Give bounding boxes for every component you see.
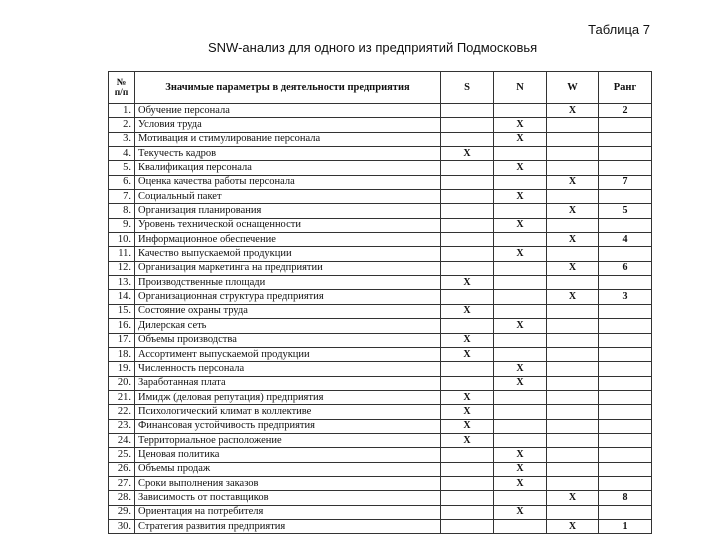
table-row [109, 290, 652, 304]
row-rank [599, 118, 652, 132]
row-n-mark: X [494, 190, 547, 204]
row-s-mark [441, 462, 494, 476]
row-number: 18. [109, 347, 135, 361]
header-rank: Ранг [599, 72, 652, 104]
row-parameter: Психологический климат в коллективе [135, 405, 441, 419]
row-number: 12. [109, 261, 135, 275]
row-w-mark [547, 132, 599, 146]
row-parameter: Ассортимент выпускаемой продукции [135, 347, 441, 361]
table-row [109, 218, 652, 232]
table-row [109, 104, 652, 118]
row-w-mark: X [547, 519, 599, 533]
row-rank: 2 [599, 104, 652, 118]
row-number: 16. [109, 319, 135, 333]
table-row [109, 247, 652, 261]
row-parameter: Оценка качества работы персонала [135, 175, 441, 189]
header-s: S [441, 72, 494, 104]
row-n-mark [494, 347, 547, 361]
table-row [109, 390, 652, 404]
row-number: 24. [109, 433, 135, 447]
row-rank [599, 362, 652, 376]
row-s-mark [441, 290, 494, 304]
row-s-mark: X [441, 390, 494, 404]
row-parameter: Социальный пакет [135, 190, 441, 204]
row-n-mark [494, 333, 547, 347]
table-row [109, 333, 652, 347]
row-rank [599, 462, 652, 476]
table-row [109, 190, 652, 204]
row-number: 7. [109, 190, 135, 204]
table-row [109, 505, 652, 519]
row-rank [599, 347, 652, 361]
row-s-mark: X [441, 405, 494, 419]
header-number-line2: п/п [114, 87, 129, 98]
table-row [109, 276, 652, 290]
row-s-mark [441, 448, 494, 462]
row-parameter: Квалификация персонала [135, 161, 441, 175]
row-parameter: Зависимость от поставщиков [135, 491, 441, 505]
row-s-mark [441, 233, 494, 247]
row-w-mark [547, 376, 599, 390]
row-parameter: Заработанная плата [135, 376, 441, 390]
row-rank [599, 476, 652, 490]
table-row [109, 161, 652, 175]
row-w-mark [547, 347, 599, 361]
table-row [109, 462, 652, 476]
row-n-mark [494, 261, 547, 275]
header-w: W [547, 72, 599, 104]
row-parameter: Уровень технической оснащенности [135, 218, 441, 232]
row-n-mark: X [494, 462, 547, 476]
table-row [109, 347, 652, 361]
row-number: 14. [109, 290, 135, 304]
row-s-mark [441, 491, 494, 505]
row-rank [599, 376, 652, 390]
row-rank [599, 333, 652, 347]
row-w-mark [547, 476, 599, 490]
row-w-mark [547, 304, 599, 318]
row-n-mark: X [494, 132, 547, 146]
row-n-mark: X [494, 218, 547, 232]
row-parameter: Качество выпускаемой продукции [135, 247, 441, 261]
row-number: 2. [109, 118, 135, 132]
row-number: 26. [109, 462, 135, 476]
row-s-mark [441, 505, 494, 519]
row-parameter: Имидж (деловая репутация) предприятия [135, 390, 441, 404]
header-n: N [494, 72, 547, 104]
row-n-mark [494, 204, 547, 218]
row-n-mark: X [494, 448, 547, 462]
row-s-mark [441, 319, 494, 333]
header-number [109, 72, 135, 104]
row-s-mark [441, 118, 494, 132]
row-s-mark [441, 362, 494, 376]
table-row [109, 175, 652, 189]
row-w-mark [547, 362, 599, 376]
row-w-mark: X [547, 175, 599, 189]
row-n-mark [494, 519, 547, 533]
row-parameter: Сроки выполнения заказов [135, 476, 441, 490]
row-number: 17. [109, 333, 135, 347]
row-n-mark [494, 276, 547, 290]
row-rank: 4 [599, 233, 652, 247]
row-w-mark [547, 405, 599, 419]
row-number: 22. [109, 405, 135, 419]
row-s-mark: X [441, 419, 494, 433]
row-rank: 8 [599, 491, 652, 505]
row-s-mark [441, 190, 494, 204]
row-s-mark: X [441, 433, 494, 447]
table-body [109, 104, 652, 534]
row-s-mark [441, 104, 494, 118]
row-s-mark [441, 261, 494, 275]
row-w-mark: X [547, 261, 599, 275]
row-parameter: Организационная структура предприятия [135, 290, 441, 304]
row-number: 5. [109, 161, 135, 175]
row-rank: 6 [599, 261, 652, 275]
row-n-mark [494, 175, 547, 189]
row-s-mark [441, 247, 494, 261]
table-row [109, 376, 652, 390]
row-number: 10. [109, 233, 135, 247]
row-n-mark: X [494, 118, 547, 132]
table-row [109, 233, 652, 247]
table-row [109, 319, 652, 333]
table-row [109, 433, 652, 447]
row-w-mark [547, 118, 599, 132]
row-w-mark [547, 161, 599, 175]
row-number: 21. [109, 390, 135, 404]
row-s-mark [441, 204, 494, 218]
row-number: 20. [109, 376, 135, 390]
row-n-mark: X [494, 247, 547, 261]
row-s-mark [441, 161, 494, 175]
row-s-mark [441, 476, 494, 490]
table-row [109, 132, 652, 146]
row-rank: 1 [599, 519, 652, 533]
row-rank [599, 433, 652, 447]
table-row [109, 448, 652, 462]
row-n-mark [494, 433, 547, 447]
row-parameter: Организация планирования [135, 204, 441, 218]
row-rank [599, 276, 652, 290]
row-rank [599, 190, 652, 204]
row-n-mark: X [494, 161, 547, 175]
row-s-mark [441, 218, 494, 232]
row-s-mark: X [441, 347, 494, 361]
row-parameter: Организация маркетинга на предприятии [135, 261, 441, 275]
row-w-mark [547, 319, 599, 333]
row-w-mark [547, 505, 599, 519]
row-rank [599, 405, 652, 419]
table-row [109, 491, 652, 505]
row-rank [599, 147, 652, 161]
row-n-mark [494, 405, 547, 419]
row-number: 19. [109, 362, 135, 376]
row-n-mark [494, 419, 547, 433]
row-rank [599, 161, 652, 175]
row-w-mark [547, 419, 599, 433]
row-w-mark: X [547, 204, 599, 218]
row-w-mark: X [547, 233, 599, 247]
row-rank [599, 448, 652, 462]
row-number: 8. [109, 204, 135, 218]
table-header-row [109, 72, 652, 104]
row-s-mark [441, 132, 494, 146]
row-number: 3. [109, 132, 135, 146]
row-w-mark [547, 247, 599, 261]
row-number: 15. [109, 304, 135, 318]
row-parameter: Текучесть кадров [135, 147, 441, 161]
row-s-mark: X [441, 304, 494, 318]
row-n-mark [494, 304, 547, 318]
row-n-mark [494, 290, 547, 304]
row-parameter: Состояние охраны труда [135, 304, 441, 318]
row-rank [599, 319, 652, 333]
row-w-mark [547, 218, 599, 232]
row-parameter: Объемы продаж [135, 462, 441, 476]
row-s-mark: X [441, 333, 494, 347]
table-row [109, 419, 652, 433]
row-parameter: Дилерская сеть [135, 319, 441, 333]
document-title: SNW-анализ для одного из предприятий Подмосковья [208, 40, 538, 55]
header-number-line1: № [116, 77, 127, 88]
row-s-mark: X [441, 147, 494, 161]
row-number: 11. [109, 247, 135, 261]
row-rank [599, 132, 652, 146]
table-row [109, 261, 652, 275]
row-w-mark [547, 333, 599, 347]
row-number: 27. [109, 476, 135, 490]
row-parameter: Объемы производства [135, 333, 441, 347]
table-row [109, 204, 652, 218]
row-rank [599, 505, 652, 519]
row-parameter: Информационное обеспечение [135, 233, 441, 247]
row-parameter: Финансовая устойчивость предприятия [135, 419, 441, 433]
row-rank: 3 [599, 290, 652, 304]
row-number: 9. [109, 218, 135, 232]
row-rank: 7 [599, 175, 652, 189]
row-parameter: Ценовая политика [135, 448, 441, 462]
table-row [109, 476, 652, 490]
row-n-mark: X [494, 476, 547, 490]
row-w-mark [547, 390, 599, 404]
table-row [109, 118, 652, 132]
row-n-mark: X [494, 319, 547, 333]
row-parameter: Мотивация и стимулирование персонала [135, 132, 441, 146]
row-n-mark [494, 104, 547, 118]
row-w-mark [547, 448, 599, 462]
row-parameter: Обучение персонала [135, 104, 441, 118]
row-s-mark [441, 519, 494, 533]
row-s-mark [441, 376, 494, 390]
table-row [109, 147, 652, 161]
row-n-mark: X [494, 362, 547, 376]
row-w-mark [547, 462, 599, 476]
row-parameter: Численность персонала [135, 362, 441, 376]
row-s-mark: X [441, 276, 494, 290]
row-n-mark [494, 491, 547, 505]
table-row [109, 304, 652, 318]
row-number: 4. [109, 147, 135, 161]
row-parameter: Стратегия развития предприятия [135, 519, 441, 533]
row-parameter: Ориентация на потребителя [135, 505, 441, 519]
table-row [109, 519, 652, 533]
row-n-mark [494, 233, 547, 247]
row-rank [599, 247, 652, 261]
row-w-mark: X [547, 491, 599, 505]
row-rank [599, 218, 652, 232]
table-number-label: Таблица 7 [588, 22, 650, 37]
row-w-mark [547, 190, 599, 204]
snw-table [108, 71, 652, 534]
row-number: 30. [109, 519, 135, 533]
row-rank: 5 [599, 204, 652, 218]
row-n-mark [494, 390, 547, 404]
table-row [109, 405, 652, 419]
row-number: 6. [109, 175, 135, 189]
row-parameter: Условия труда [135, 118, 441, 132]
row-number: 29. [109, 505, 135, 519]
row-number: 1. [109, 104, 135, 118]
row-w-mark [547, 276, 599, 290]
row-number: 13. [109, 276, 135, 290]
row-number: 28. [109, 491, 135, 505]
row-rank [599, 304, 652, 318]
row-number: 23. [109, 419, 135, 433]
row-number: 25. [109, 448, 135, 462]
header-parameter: Значимые параметры в деятельности предприятия [135, 72, 441, 104]
row-rank [599, 390, 652, 404]
row-parameter: Территориальное расположение [135, 433, 441, 447]
row-n-mark: X [494, 505, 547, 519]
row-n-mark [494, 147, 547, 161]
row-n-mark: X [494, 376, 547, 390]
row-s-mark [441, 175, 494, 189]
row-parameter: Производственные площади [135, 276, 441, 290]
row-w-mark: X [547, 104, 599, 118]
row-w-mark [547, 433, 599, 447]
row-w-mark [547, 147, 599, 161]
table-row [109, 362, 652, 376]
row-w-mark: X [547, 290, 599, 304]
row-rank [599, 419, 652, 433]
